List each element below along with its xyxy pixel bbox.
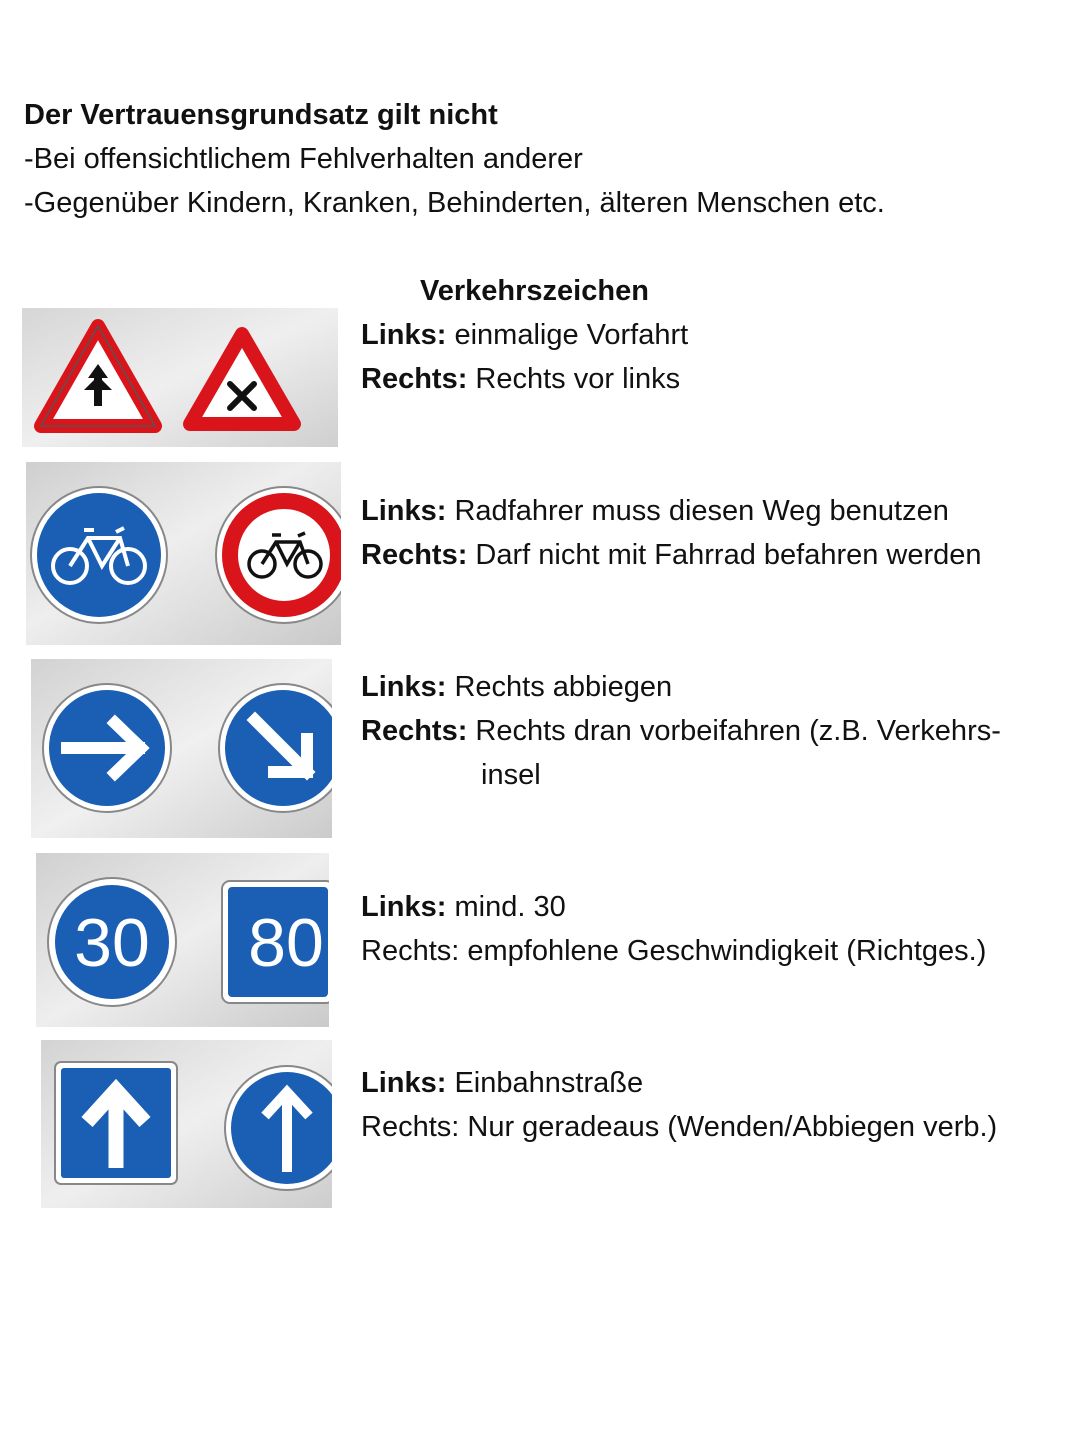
mandatory-bike-path-icon [31, 487, 167, 623]
intro-heading: Der Vertrauensgrundsatz gilt nicht [24, 99, 498, 131]
sign-3-right-cont: insel [481, 759, 541, 791]
sign-1-right: Rechts: Rechts vor links [361, 363, 681, 395]
sign-4-left: Links: mind. 30 [361, 891, 566, 923]
sign-5-right: Rechts: Nur geradeaus (Wenden/Abbiegen verb.) [361, 1111, 998, 1143]
section-title: Verkehrszeichen [420, 275, 649, 307]
sign-image-priority [22, 308, 338, 447]
sign-3-left: Links: Rechts abbiegen [361, 671, 673, 703]
sign-image-speed [36, 853, 329, 1027]
intro-item: -Bei offensichtlichem Fehlverhalten anderer [24, 143, 583, 175]
speed-number: 30 [74, 905, 150, 981]
sign-5-left: Links: Einbahnstraße [361, 1067, 644, 1099]
sign-3-right: Rechts: Rechts dran vorbeifahren (z.B. Verkehrs- [361, 715, 1001, 747]
sign-2-right: Rechts: Darf nicht mit Fahrrad befahren werden [361, 539, 982, 571]
sign-2-left: Links: Radfahrer muss diesen Weg benutzen [361, 495, 949, 527]
one-way-street-icon [55, 1062, 177, 1184]
sign-image-arrows [31, 659, 332, 838]
advisory-speed-80-icon [222, 881, 329, 1003]
sign-1-left: Links: einmalige Vorfahrt [361, 319, 689, 351]
sign-image-oneway [41, 1040, 332, 1208]
pass-right-arrow-icon [219, 684, 332, 812]
sign-image-bicycle [26, 462, 341, 645]
sign-4-right: Rechts: empfohlene Geschwindigkeit (Richtges.) [361, 935, 987, 967]
no-bicycles-icon [216, 487, 341, 623]
turn-right-arrow-icon [43, 684, 171, 812]
minimum-speed-30-icon [48, 878, 176, 1006]
intro-item: -Gegenüber Kindern, Kranken, Behinderten, älteren Menschen etc. [24, 187, 885, 219]
speed-number: 80 [248, 905, 324, 981]
